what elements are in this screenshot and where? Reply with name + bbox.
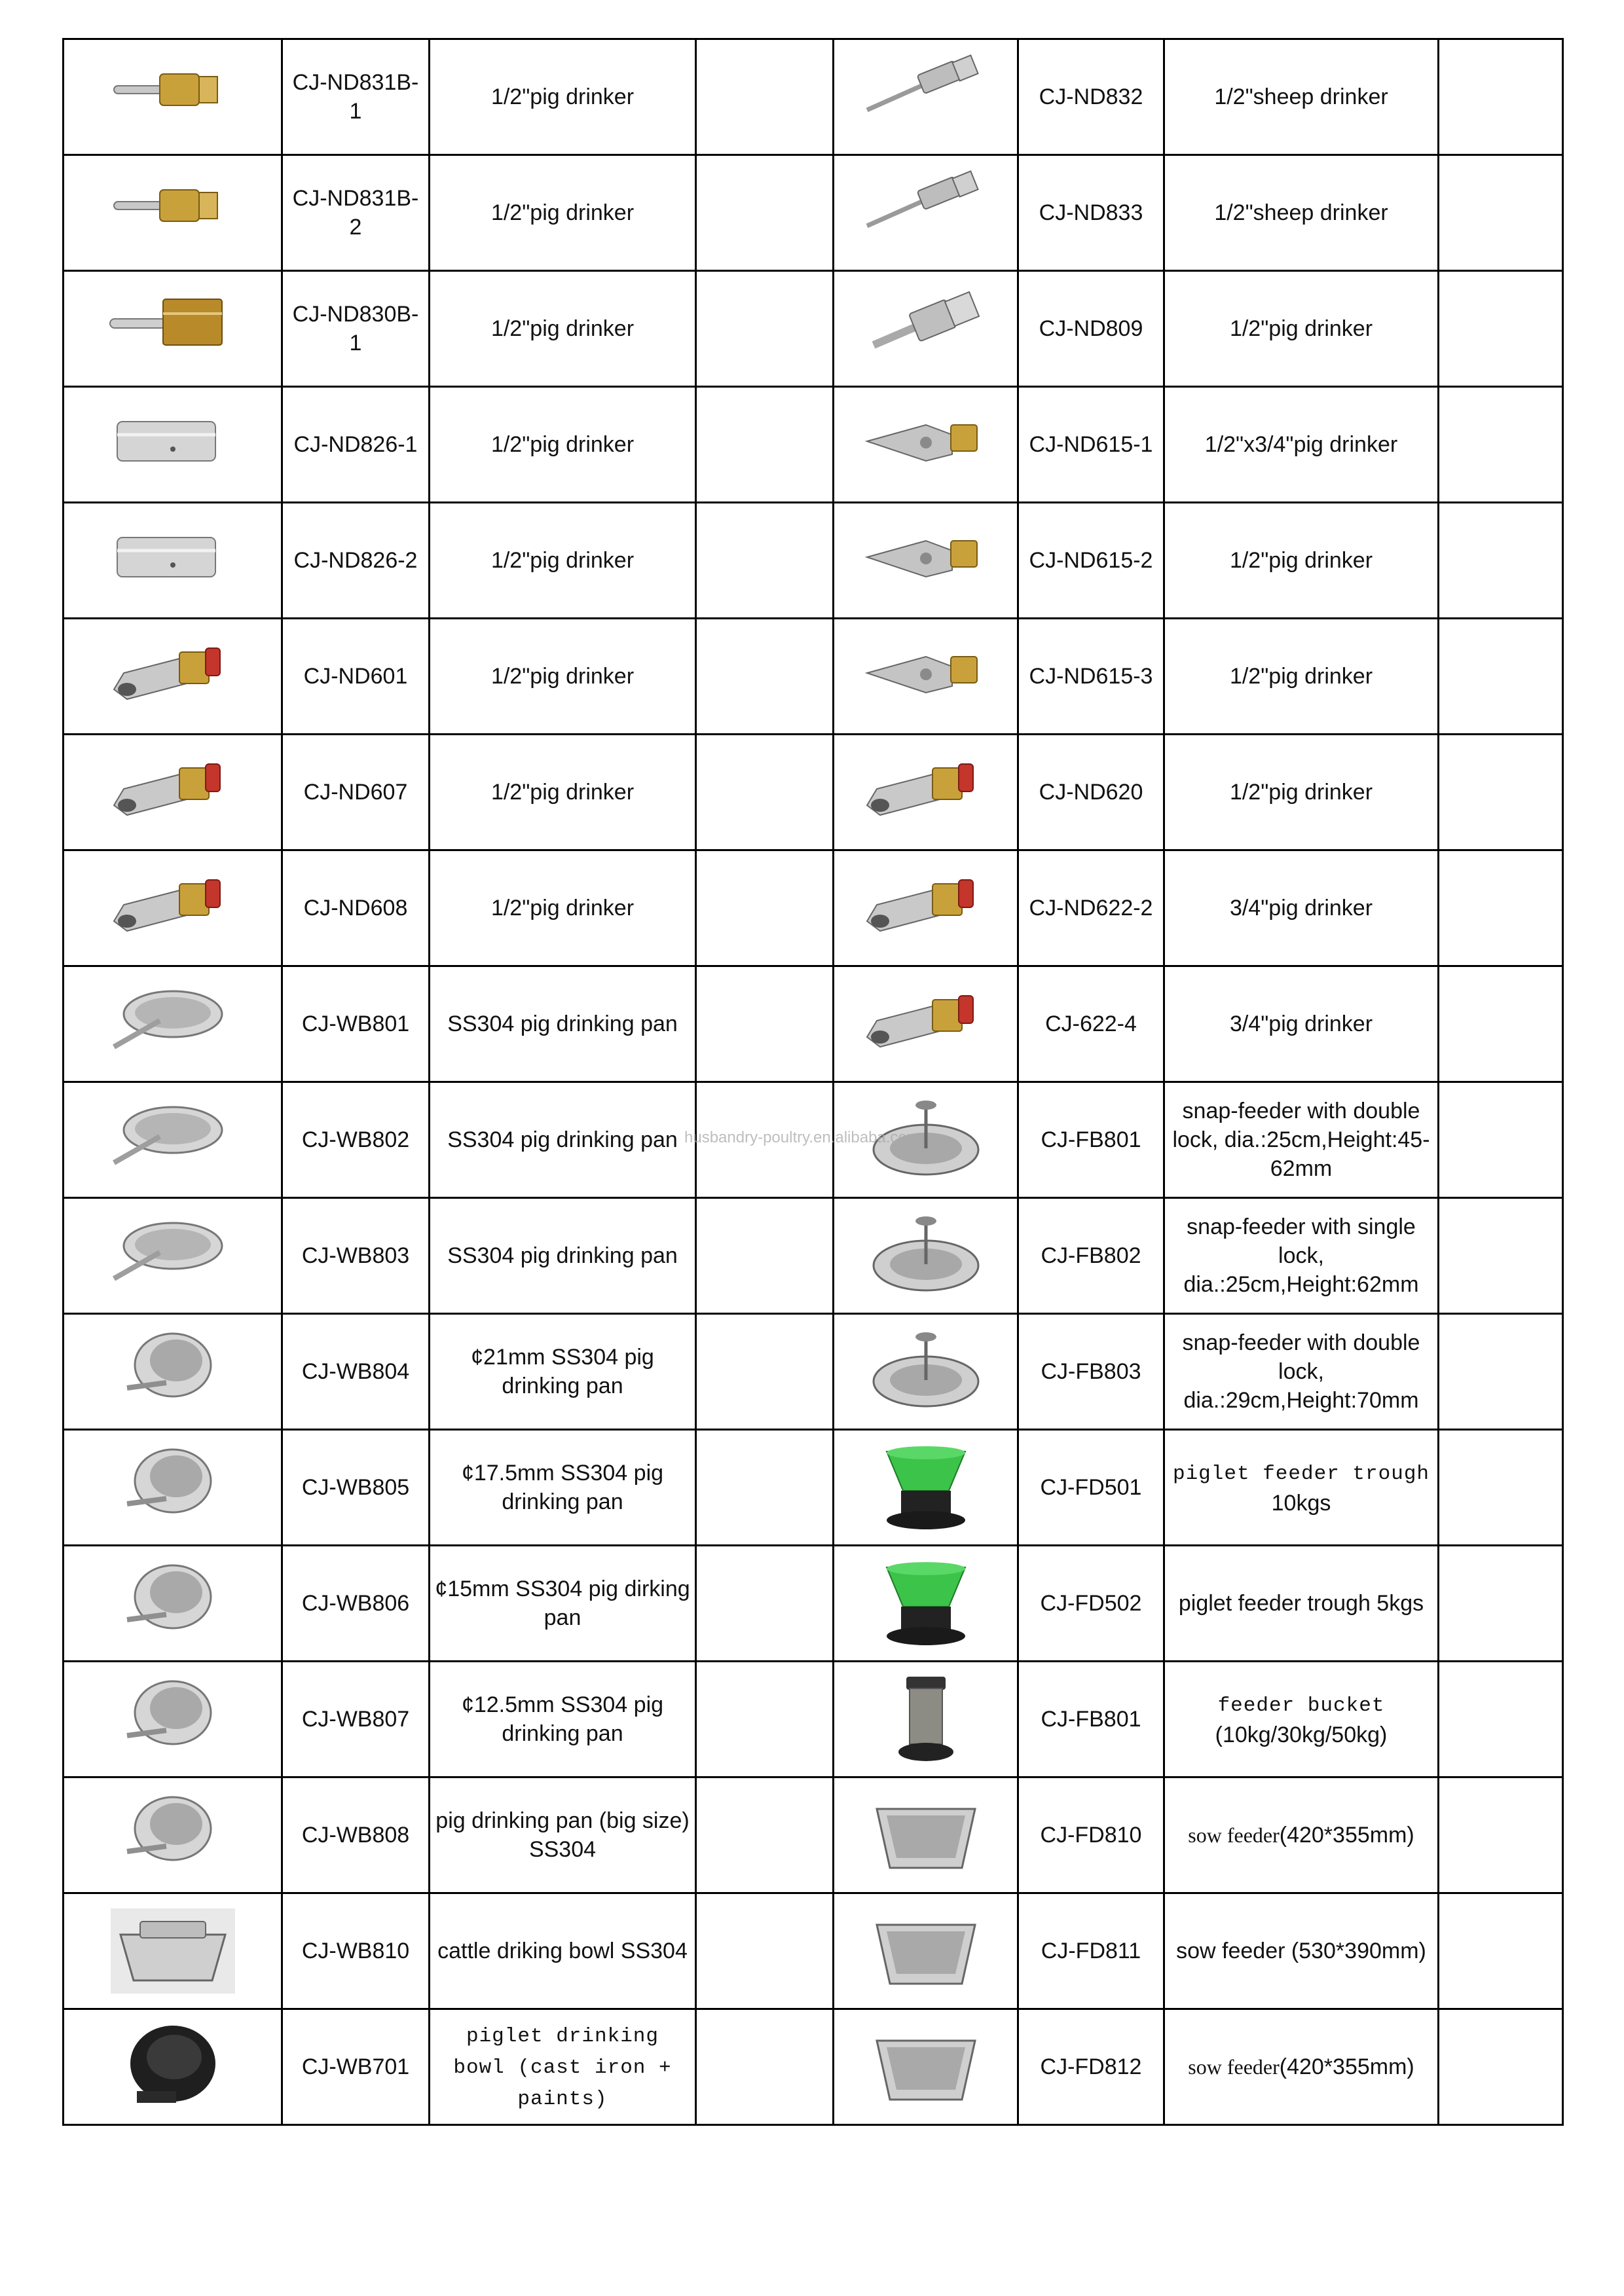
description-text-part: 10kgs [1271, 1491, 1331, 1516]
product-image-cell [64, 387, 282, 503]
product-description: 1/2"sheep drinker [1164, 39, 1439, 155]
table-row [64, 503, 1563, 619]
description-text-part: feeder bucket [1217, 1694, 1385, 1717]
product-image-cell [834, 387, 1018, 503]
drinking-pan-icon [101, 1091, 245, 1189]
product-description: pig drinking pan (big size) SS304 [430, 1777, 696, 1893]
product-description: ¢21mm SS304 pig drinking pan [430, 1314, 696, 1430]
bite-drinker-icon [854, 743, 998, 841]
round-drinking-bowl-icon [101, 1438, 245, 1537]
product-model-code: CJ-ND607 [282, 735, 430, 850]
product-image-cell [834, 1314, 1018, 1430]
product-model-code: CJ-ND615-1 [1018, 387, 1164, 503]
empty-cell [1439, 1198, 1563, 1314]
product-table [62, 38, 1564, 2126]
product-model-code: CJ-ND831B-1 [282, 39, 430, 155]
product-description: ¢12.5mm SS304 pig drinking pan [430, 1662, 696, 1777]
empty-cell [696, 1198, 834, 1314]
product-model-code: CJ-WB701 [282, 2009, 430, 2125]
product-model-code: CJ-FD812 [1018, 2009, 1164, 2125]
product-image-cell [834, 966, 1018, 1082]
description-text-part: sow feeder [1188, 1823, 1280, 1847]
table-row [64, 735, 1563, 850]
product-description: 1/2"pig drinker [430, 735, 696, 850]
table-row [64, 271, 1563, 387]
product-image-cell [64, 735, 282, 850]
round-drinking-bowl-icon [101, 1554, 245, 1652]
product-model-code: CJ-ND615-3 [1018, 619, 1164, 735]
bite-drinker-icon [101, 743, 245, 841]
product-model-code: CJ-ND622-2 [1018, 850, 1164, 966]
brass-nipple-drinker-icon [101, 48, 245, 146]
empty-cell [696, 155, 834, 271]
table-row [64, 2009, 1563, 2125]
product-image-cell [834, 619, 1018, 735]
product-description: 3/4"pig drinker [1164, 966, 1439, 1082]
product-model-code: CJ-FB802 [1018, 1198, 1164, 1314]
product-model-code: CJ-ND620 [1018, 735, 1164, 850]
product-image-cell [834, 271, 1018, 387]
product-description: piglet feeder trough 5kgs [1164, 1546, 1439, 1662]
description-text: piglet drinking bowl (cast iron + paints) [453, 2025, 672, 2111]
green-feeder-trough-icon [854, 1438, 998, 1537]
table-row [64, 1662, 1563, 1777]
empty-cell [1439, 1662, 1563, 1777]
product-description: 1/2"pig drinker [430, 387, 696, 503]
empty-cell [1439, 1546, 1563, 1662]
product-description: 1/2"pig drinker [1164, 503, 1439, 619]
duckbill-drinker-icon [854, 511, 998, 610]
green-feeder-trough-icon [854, 1554, 998, 1652]
empty-cell [696, 1777, 834, 1893]
cattle-bowl-icon [101, 1902, 245, 2000]
table-row [64, 1893, 1563, 2009]
table-row [64, 155, 1563, 271]
drinking-pan-icon [101, 975, 245, 1073]
empty-cell [1439, 1893, 1563, 2009]
product-model-code: CJ-WB806 [282, 1546, 430, 1662]
product-model-code: CJ-WB802 [282, 1082, 430, 1198]
product-description: 1/2"pig drinker [430, 850, 696, 966]
empty-cell [696, 271, 834, 387]
product-table-body [64, 39, 1563, 2125]
product-model-code: CJ-ND608 [282, 850, 430, 966]
product-model-code: CJ-622-4 [1018, 966, 1164, 1082]
product-image-cell [834, 503, 1018, 619]
empty-cell [1439, 503, 1563, 619]
product-image-cell [64, 271, 282, 387]
product-description: ¢15mm SS304 pig dirking pan [430, 1546, 696, 1662]
product-description: 1/2"pig drinker [430, 503, 696, 619]
table-row [64, 1546, 1563, 1662]
product-image-cell [64, 1662, 282, 1777]
product-model-code: CJ-ND831B-2 [282, 155, 430, 271]
product-description: 1/2"pig drinker [1164, 271, 1439, 387]
product-image-cell [64, 1893, 282, 2009]
steel-nipple-drinker-icon [854, 164, 998, 262]
duckbill-drinker-icon [854, 627, 998, 725]
product-model-code: CJ-ND832 [1018, 39, 1164, 155]
product-image-cell [834, 1430, 1018, 1546]
empty-cell [696, 619, 834, 735]
product-description: 1/2"x3/4"pig drinker [1164, 387, 1439, 503]
product-description: 1/2"pig drinker [430, 619, 696, 735]
table-row [64, 966, 1563, 1082]
empty-cell [696, 503, 834, 619]
product-description: cattle driking bowl SS304 [430, 1893, 696, 2009]
product-image-cell [64, 1546, 282, 1662]
product-model-code: CJ-FD810 [1018, 1777, 1164, 1893]
round-drinking-bowl-icon [101, 1322, 245, 1421]
product-image-cell [64, 1430, 282, 1546]
empty-cell [1439, 155, 1563, 271]
product-image-cell [834, 2009, 1018, 2125]
product-image-cell [834, 1662, 1018, 1777]
description-text-part: piglet feeder trough [1172, 1463, 1430, 1485]
product-model-code: CJ-FB801 [1018, 1662, 1164, 1777]
empty-cell [696, 387, 834, 503]
cast-iron-bowl-icon [101, 2018, 245, 2116]
description-text-part: (420*355mm) [1279, 2054, 1414, 2079]
product-image-cell [834, 155, 1018, 271]
empty-cell [696, 1314, 834, 1430]
product-description: 1/2"sheep drinker [1164, 155, 1439, 271]
product-description [1164, 2009, 1439, 2125]
product-image-cell [64, 966, 282, 1082]
empty-cell [1439, 39, 1563, 155]
product-description [1164, 1777, 1439, 1893]
empty-cell [1439, 2009, 1563, 2125]
product-description: SS304 pig drinking pan [430, 1082, 696, 1198]
product-model-code: CJ-FD501 [1018, 1430, 1164, 1546]
round-drinking-bowl-icon [101, 1786, 245, 1884]
product-description: 1/2"pig drinker [430, 155, 696, 271]
product-image-cell [834, 1777, 1018, 1893]
product-description [1164, 1430, 1439, 1546]
table-row [64, 1314, 1563, 1430]
table-row [64, 1777, 1563, 1893]
product-image-cell [64, 1198, 282, 1314]
empty-cell [1439, 850, 1563, 966]
steel-hex-drinker-icon [101, 511, 245, 610]
empty-cell [1439, 1430, 1563, 1546]
product-description: SS304 pig drinking pan [430, 1198, 696, 1314]
empty-cell [1439, 271, 1563, 387]
product-description: snap-feeder with single lock, dia.:25cm,Height:62mm [1164, 1198, 1439, 1314]
product-model-code: CJ-ND809 [1018, 271, 1164, 387]
bite-drinker-icon [101, 627, 245, 725]
product-image-cell [834, 1893, 1018, 2009]
product-description: 3/4"pig drinker [1164, 850, 1439, 966]
drinking-pan-icon [101, 1207, 245, 1305]
watermark-text: husbandry-poultry.en.alibaba.com [684, 1129, 920, 1146]
empty-cell [696, 1546, 834, 1662]
snap-feeder-icon [854, 1207, 998, 1305]
product-model-code: CJ-ND826-2 [282, 503, 430, 619]
product-description: sow feeder (530*390mm) [1164, 1893, 1439, 2009]
product-catalog-sheet [62, 38, 1562, 2126]
description-text-part: sow feeder [1188, 2055, 1280, 2079]
product-image-cell [64, 1082, 282, 1198]
snap-feeder-icon [854, 1322, 998, 1421]
product-model-code: CJ-WB808 [282, 1777, 430, 1893]
product-description: 1/2"pig drinker [1164, 619, 1439, 735]
sow-feeder-icon [854, 1902, 998, 2000]
bite-drinker-icon [854, 859, 998, 957]
empty-cell [1439, 735, 1563, 850]
empty-cell [1439, 1082, 1563, 1198]
product-description: 1/2"pig drinker [430, 271, 696, 387]
product-description: snap-feeder with double lock, dia.:29cm,Height:70mm [1164, 1314, 1439, 1430]
product-model-code: CJ-ND615-2 [1018, 503, 1164, 619]
round-drinking-bowl-icon [101, 1670, 245, 1768]
product-image-cell [64, 503, 282, 619]
sow-feeder-icon [854, 1786, 998, 1884]
product-description: 1/2"pig drinker [430, 39, 696, 155]
product-description [430, 2009, 696, 2125]
table-row [64, 1198, 1563, 1314]
product-description [1164, 1662, 1439, 1777]
product-image-cell [64, 155, 282, 271]
empty-cell [696, 1662, 834, 1777]
product-description: 1/2"pig drinker [1164, 735, 1439, 850]
empty-cell [696, 735, 834, 850]
product-model-code: CJ-FB803 [1018, 1314, 1164, 1430]
empty-cell [696, 1893, 834, 2009]
empty-cell [696, 1430, 834, 1546]
duckbill-drinker-icon [854, 395, 998, 494]
feeder-bucket-icon [854, 1670, 998, 1768]
product-image-cell [834, 1546, 1018, 1662]
product-model-code: CJ-WB803 [282, 1198, 430, 1314]
product-image-cell [64, 619, 282, 735]
bite-drinker-icon [101, 859, 245, 957]
product-model-code: CJ-WB810 [282, 1893, 430, 2009]
empty-cell [1439, 1314, 1563, 1430]
product-model-code: CJ-FD502 [1018, 1546, 1164, 1662]
sow-feeder-icon [854, 2018, 998, 2116]
product-image-cell [64, 1777, 282, 1893]
product-model-code: CJ-WB804 [282, 1314, 430, 1430]
description-text-part: (420*355mm) [1279, 1823, 1414, 1848]
table-row [64, 850, 1563, 966]
empty-cell [1439, 387, 1563, 503]
product-description: snap-feeder with double lock, dia.:25cm,Height:45-62mm [1164, 1082, 1439, 1198]
product-model-code: CJ-WB801 [282, 966, 430, 1082]
table-row [64, 619, 1563, 735]
table-row [64, 387, 1563, 503]
product-description: SS304 pig drinking pan [430, 966, 696, 1082]
product-image-cell [64, 850, 282, 966]
table-row [64, 1430, 1563, 1546]
empty-cell [696, 850, 834, 966]
product-description: ¢17.5mm SS304 pig drinking pan [430, 1430, 696, 1546]
product-model-code: CJ-FB801 [1018, 1082, 1164, 1198]
empty-cell [696, 39, 834, 155]
description-text-part: (10kg/30kg/50kg) [1215, 1722, 1388, 1747]
product-image-cell [64, 2009, 282, 2125]
product-image-cell [834, 850, 1018, 966]
product-model-code: CJ-ND826-1 [282, 387, 430, 503]
product-model-code: CJ-ND830B-1 [282, 271, 430, 387]
empty-cell [696, 2009, 834, 2125]
brass-hex-drinker-icon [101, 280, 245, 378]
product-model-code: CJ-WB805 [282, 1430, 430, 1546]
product-image-cell [834, 39, 1018, 155]
product-model-code: CJ-WB807 [282, 1662, 430, 1777]
empty-cell [1439, 619, 1563, 735]
steel-hex-drinker-icon [101, 395, 245, 494]
bite-drinker-icon [854, 975, 998, 1073]
table-row [64, 39, 1563, 155]
product-image-cell [64, 1314, 282, 1430]
empty-cell [1439, 1777, 1563, 1893]
steel-threaded-drinker-icon [854, 280, 998, 378]
empty-cell [1439, 966, 1563, 1082]
product-model-code: CJ-FD811 [1018, 1893, 1164, 2009]
product-model-code: CJ-ND833 [1018, 155, 1164, 271]
steel-nipple-drinker-icon [854, 48, 998, 146]
product-model-code: CJ-ND601 [282, 619, 430, 735]
product-image-cell [834, 1198, 1018, 1314]
product-image-cell [834, 735, 1018, 850]
product-image-cell [64, 39, 282, 155]
brass-nipple-drinker-icon [101, 164, 245, 262]
empty-cell [696, 966, 834, 1082]
